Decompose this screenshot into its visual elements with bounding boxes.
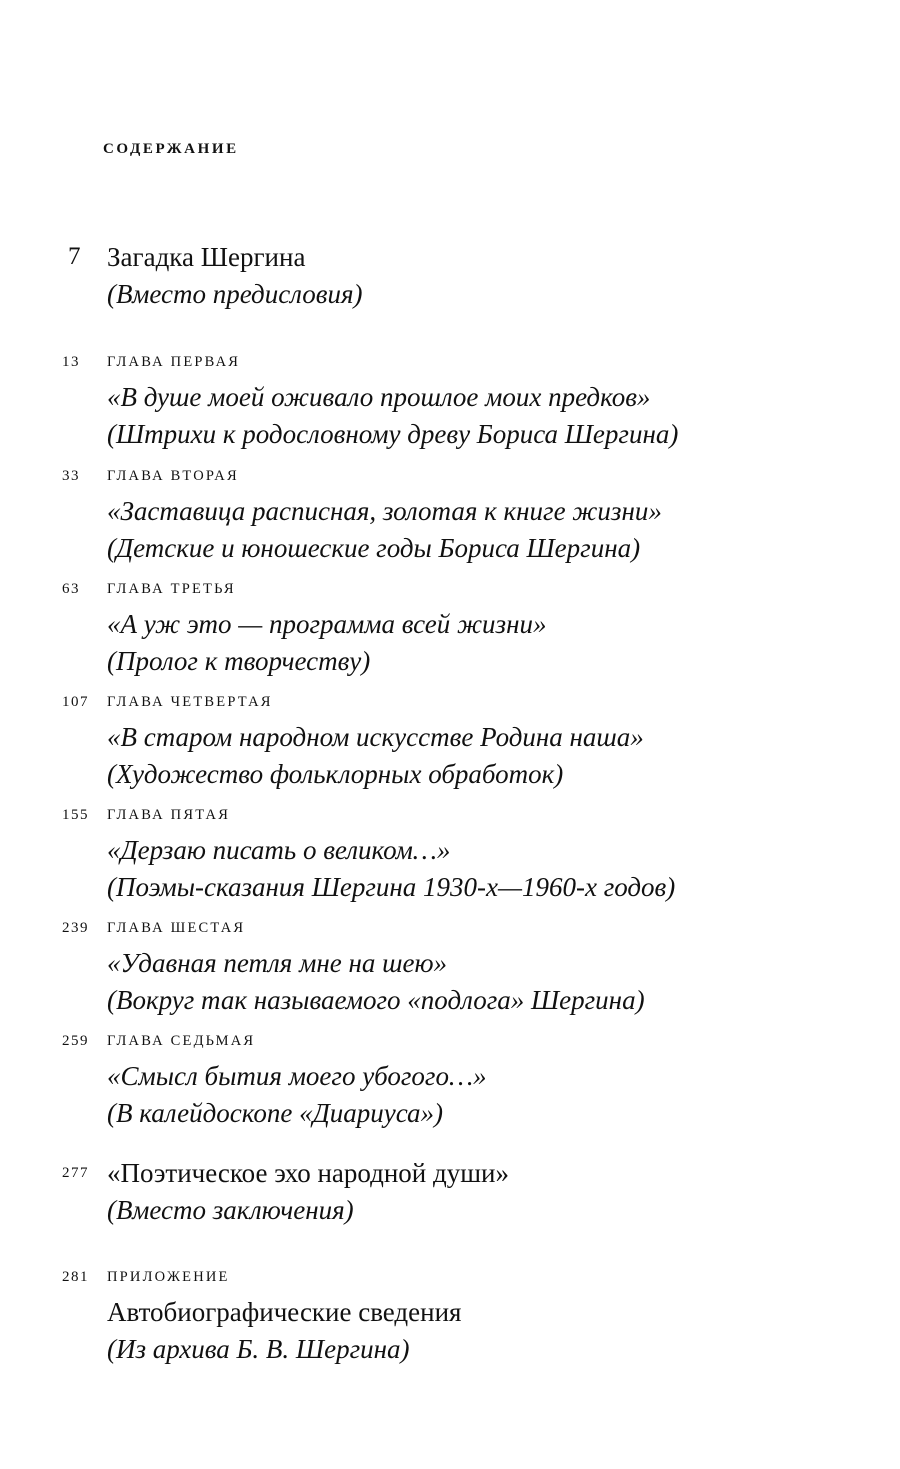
toc-entry [0,1267,900,1367]
appendix-label: ПРИЛОЖЕНИЕ [107,1269,230,1285]
page-number: 107 [62,694,89,710]
entry-subtitle: (Вместо заключения) [107,1194,354,1225]
entry-title-line [0,1155,900,1192]
entry-subtitle: (Из архива Б. В. Шергина) [107,1333,410,1364]
chapter-label: ГЛАВА ШЕСТАЯ [107,920,246,936]
chapter-label: ГЛАВА ВТОРАЯ [107,468,239,484]
page-number: 259 [62,1033,89,1049]
entry-title: «В душе моей оживало прошлое моих предков» [107,382,651,412]
entry-subtitle: (Вокруг так называемого «подлога» Шергина) [107,984,645,1015]
toc-entry [0,805,900,905]
page-number: 7 [68,243,81,270]
toc-entry [0,1031,900,1131]
entry-title: «В старом народном искусстве Родина наша» [107,722,644,752]
toc-entry [0,466,900,566]
entry-title: «Заставица расписная, золотая к книге жизни» [107,496,662,526]
page-number: 13 [62,354,80,370]
page-number: 63 [62,581,80,597]
entry-subtitle: (Пролог к творчеству) [107,645,371,676]
entry-title: «Смысл бытия моего убогого…» [107,1061,487,1091]
page-number: 239 [62,920,89,936]
toc-entry [0,692,900,792]
entry-title: Автобиографические сведения [107,1297,462,1327]
toc-entry [0,579,900,679]
entry-title: «Дерзаю писать о великом…» [107,835,451,865]
entry-subtitle: (Вместо предисловия) [107,278,363,309]
entry-subtitle: (Художество фольклорных обработок) [107,758,564,789]
entry-title: «Удавная петля мне на шею» [107,948,447,978]
entry-title: Загадка Шергина [107,242,306,272]
page-number: 33 [62,468,80,484]
chapter-label: ГЛАВА ЧЕТВЕРТАЯ [107,694,273,710]
entry-subtitle: (В калейдоскопе «Диариуса») [107,1097,444,1128]
chapter-label: ГЛАВА ТРЕТЬЯ [107,581,236,597]
toc-entry [0,918,900,1018]
entry-subtitle: (Поэмы-сказания Шергина 1930-х—1960-х годов) [107,871,676,902]
toc-heading: СОДЕРЖАНИЕ [103,141,239,157]
toc-entry [0,1155,900,1228]
entry-title-line [0,239,900,276]
chapter-label: ГЛАВА СЕДЬМАЯ [107,1033,256,1049]
page-number: 277 [62,1165,89,1181]
page-number: 155 [62,807,89,823]
page-number: 281 [62,1269,89,1285]
entry-title: «А уж это — программа всей жизни» [107,609,547,639]
chapter-label: ГЛАВА ПЕРВАЯ [107,354,241,370]
toc-entry [0,239,900,312]
chapter-label: ГЛАВА ПЯТАЯ [107,807,231,823]
entry-title: «Поэтическое эхо народной души» [107,1158,509,1188]
toc-entry [0,352,900,452]
entry-subtitle: (Штрихи к родословному древу Бориса Шергина) [107,418,679,449]
entry-subtitle: (Детские и юношеские годы Бориса Шергина) [107,532,641,563]
